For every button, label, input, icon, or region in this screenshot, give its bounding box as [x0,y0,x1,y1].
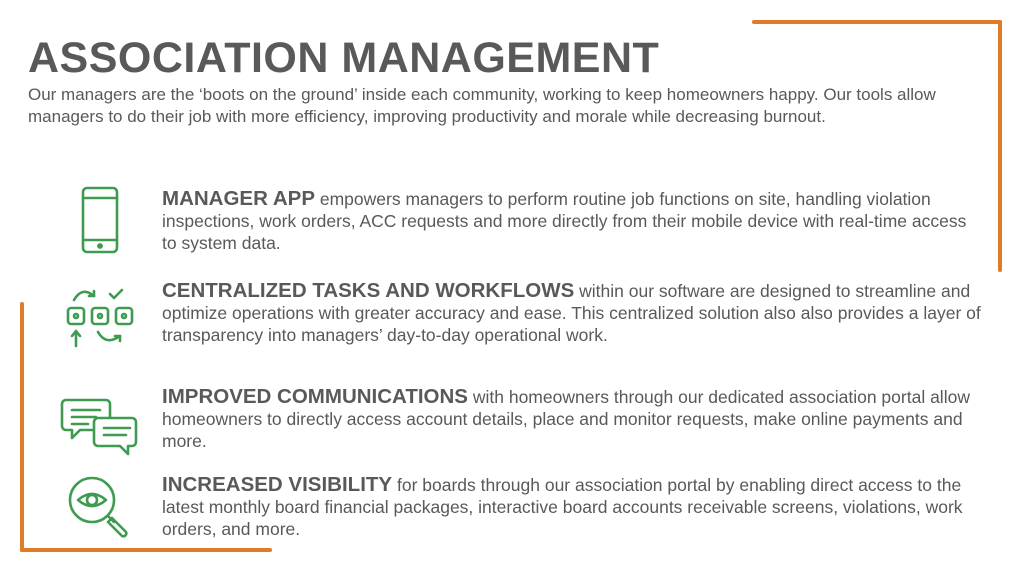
bottom-left-frame-vertical [20,302,24,552]
feature-heading: INCREASED VISIBILITY [162,473,393,496]
feature-heading: MANAGER APP [162,187,315,210]
chat-bubbles-icon [58,390,142,462]
feature-heading: CENTRALIZED TASKS AND WORKFLOWS [162,279,575,302]
feature-body: with homeowners through our dedicated association portal allow homeowners to directly access account details, place and monitor requests, make online payments and more. [162,387,970,451]
workflow-icon [58,280,142,352]
feature-text [162,280,982,346]
top-right-frame-horizontal [752,20,1002,24]
feature-body: empowers managers to perform routine job functions on site, handling violation inspections, work orders, ACC requests and more directly from their mobile device with real-time access to system data. [162,189,967,253]
feature-text [162,386,982,452]
page-title: ASSOCIATION MANAGEMENT [28,34,660,82]
bottom-left-frame-horizontal [20,548,272,552]
feature-heading: IMPROVED COMMUNICATIONS [162,385,468,408]
feature-body: within our software are designed to streamline and optimize operations with greater accuracy and ease. This centralized solution also also provides a layer of transparency into managers’ day-to-day operational work. [162,281,981,345]
smartphone-icon [58,184,142,256]
magnifier-eye-icon [58,472,142,544]
feature-text [162,474,982,540]
feature-body: for boards through our association portal by enabling direct access to the latest monthly board financial packages, interactive board accounts receivable screens, violations, work orders, and more. [162,475,963,539]
intro-paragraph: Our managers are the ‘boots on the ground’ inside each community, working to keep homeowners happy. Our tools allow managers to do their job with more efficiency, improving productivity and morale while decreasing burnout. [28,85,936,126]
feature-text [162,188,982,254]
top-right-frame-vertical [998,20,1002,272]
